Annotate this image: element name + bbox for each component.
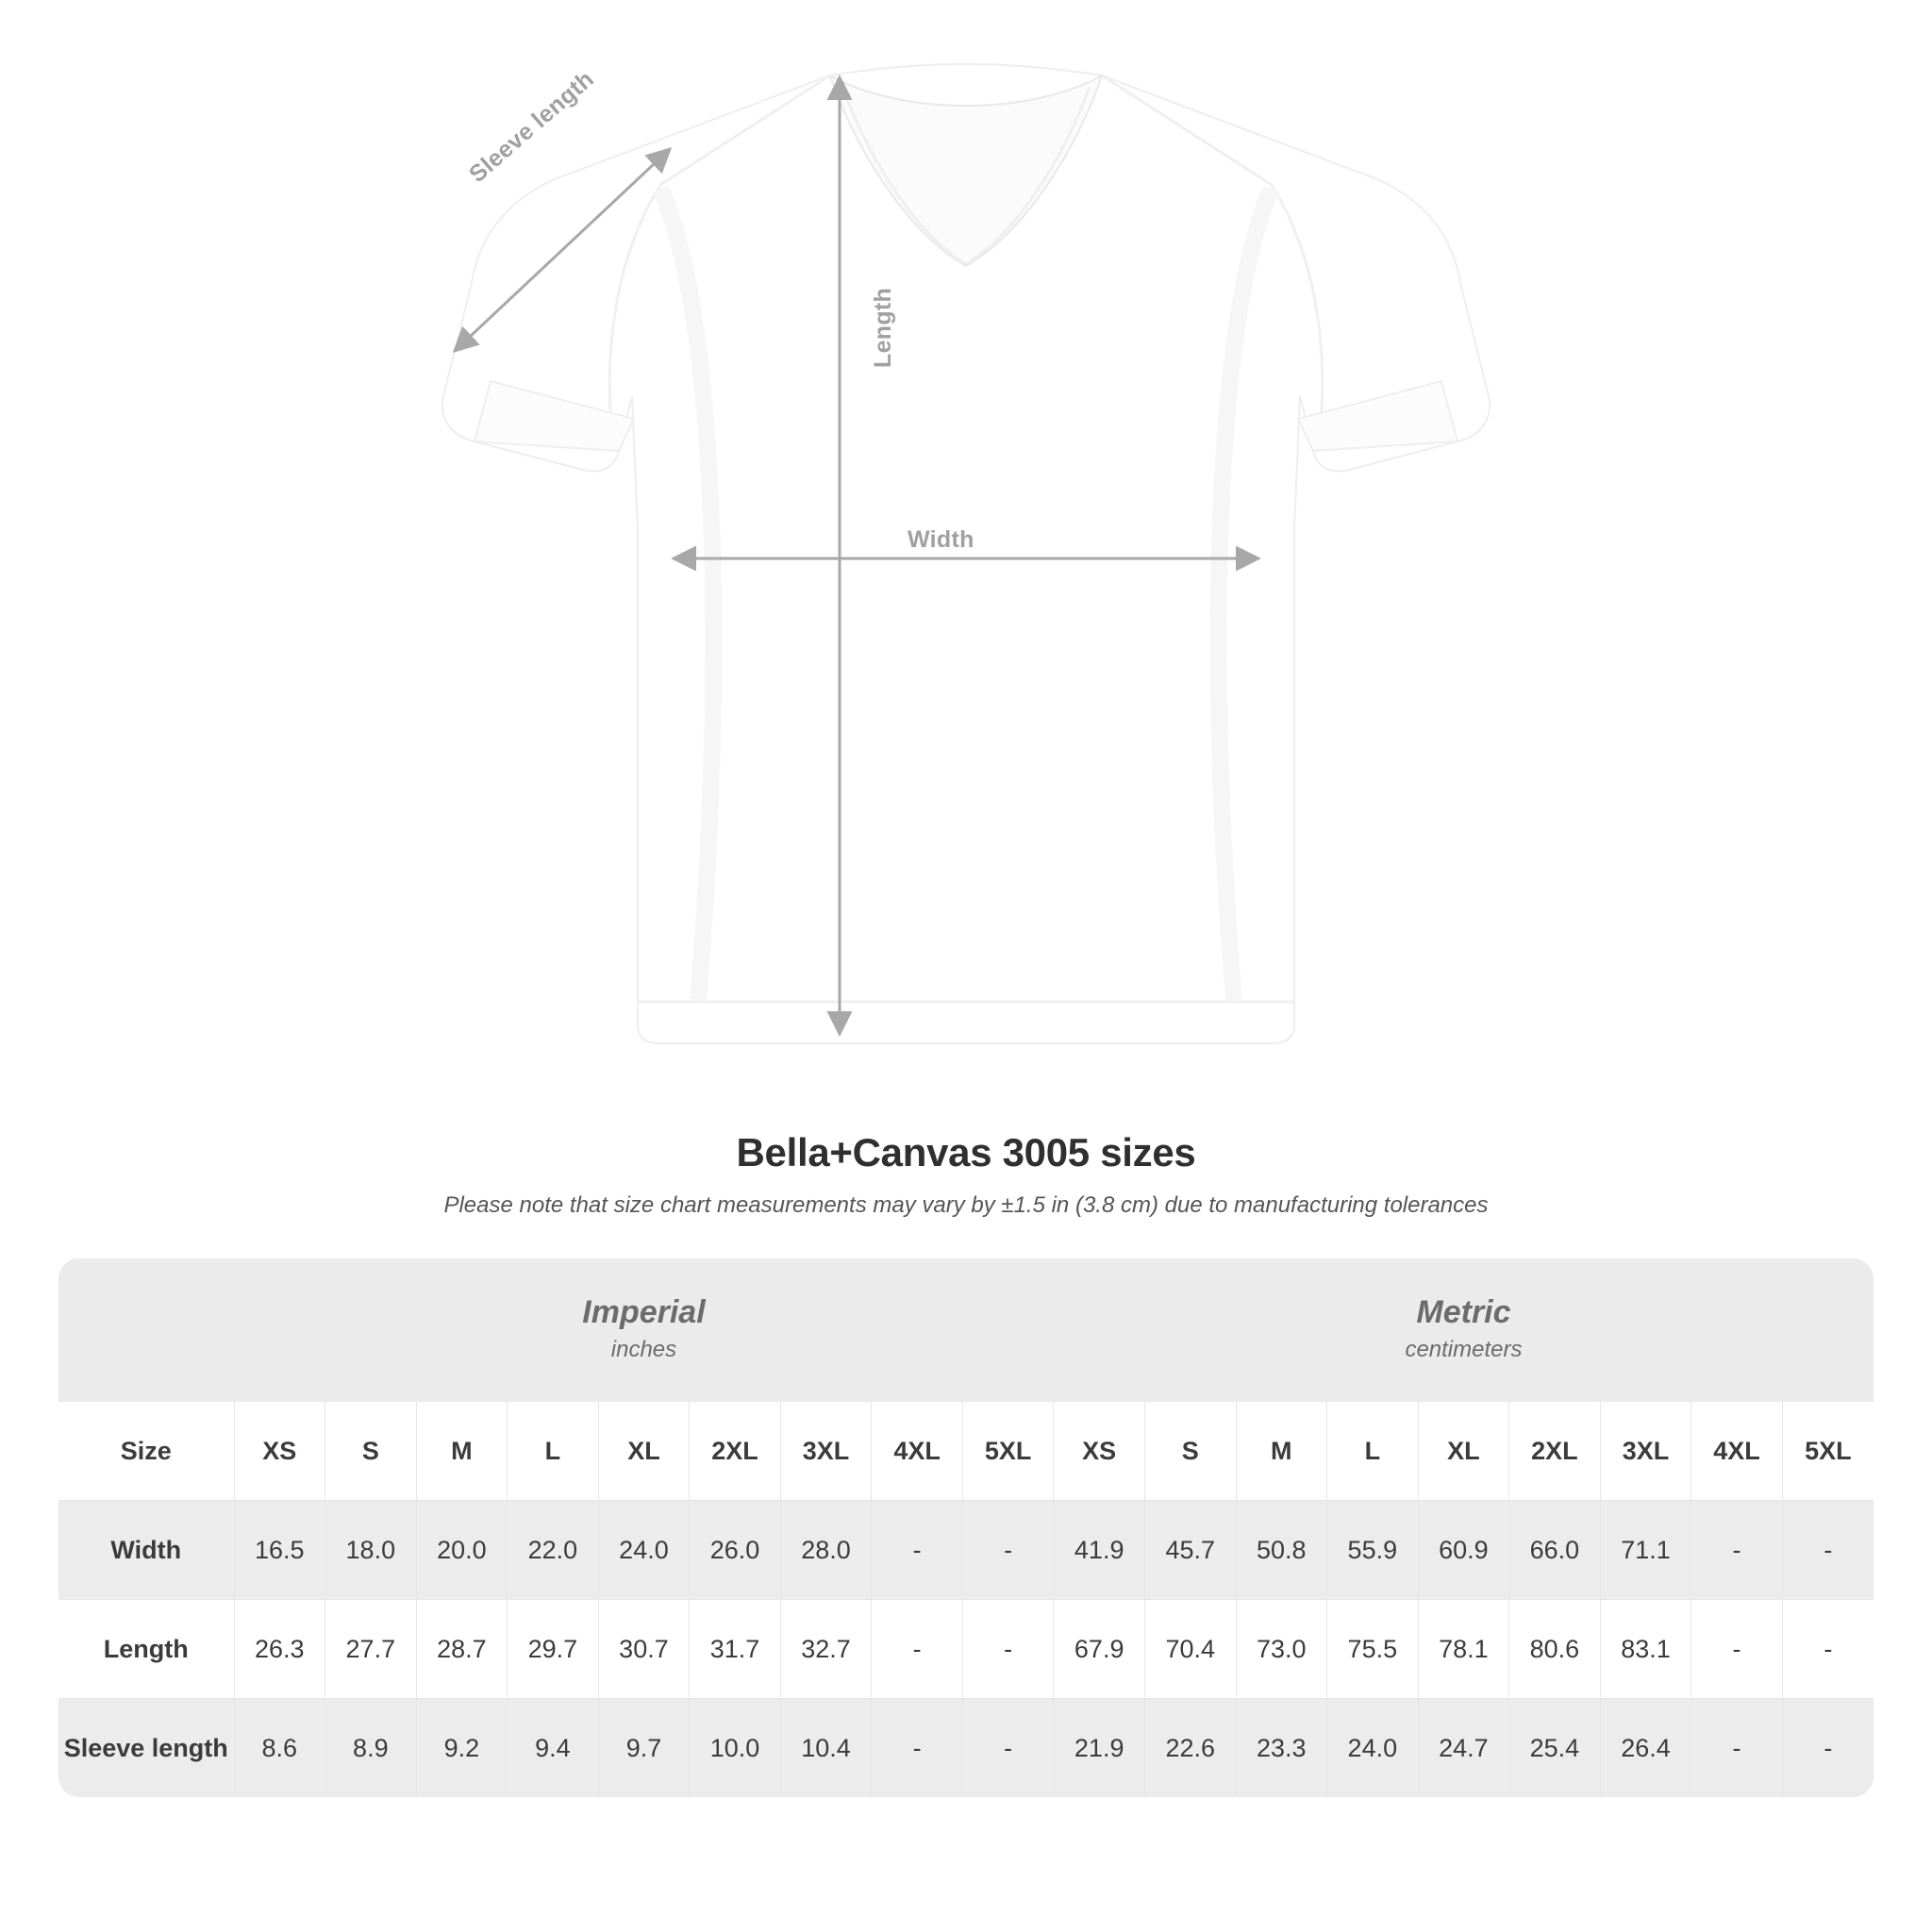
unit-metric-name: Metric (1416, 1293, 1511, 1330)
cell-length-imperial-4xl: - (872, 1600, 963, 1699)
size-header-label: Size (58, 1402, 234, 1501)
size-header-row (58, 1402, 1874, 1501)
col-header-metric-s: S (1144, 1402, 1236, 1501)
cell-sleeve-metric-xl: 24.7 (1418, 1699, 1509, 1798)
cell-width-imperial-xs: 16.5 (234, 1501, 325, 1600)
unit-header-imperial (234, 1258, 1054, 1402)
cell-width-metric-4xl: - (1691, 1501, 1783, 1600)
shirt-shape (442, 64, 1490, 1043)
cell-length-metric-5xl: - (1782, 1600, 1874, 1699)
cell-length-metric-4xl: - (1691, 1600, 1783, 1699)
cell-sleeve-imperial-xl: 9.7 (598, 1699, 690, 1798)
cell-sleeve-metric-4xl: - (1691, 1699, 1783, 1798)
page-title: Bella+Canvas 3005 sizes (736, 1130, 1196, 1174)
cell-sleeve-imperial-5xl: - (962, 1699, 1054, 1798)
row-label-length: Length (58, 1600, 234, 1699)
cell-length-imperial-2xl: 31.7 (690, 1600, 781, 1699)
cell-length-metric-xs: 67.9 (1054, 1600, 1145, 1699)
cell-length-imperial-xs: 26.3 (234, 1600, 325, 1699)
cell-width-metric-m: 50.8 (1236, 1501, 1327, 1600)
col-header-imperial-4xl: 4XL (872, 1402, 963, 1501)
col-header-metric-l: L (1327, 1402, 1419, 1501)
col-header-imperial-5xl: 5XL (962, 1402, 1054, 1501)
cell-sleeve-imperial-4xl: - (872, 1699, 963, 1798)
table-row (58, 1699, 1874, 1798)
unit-header-spacer (58, 1258, 234, 1402)
cell-width-metric-5xl: - (1782, 1501, 1874, 1600)
unit-imperial-sub: inches (610, 1337, 677, 1363)
col-header-metric-3xl: 3XL (1600, 1402, 1691, 1501)
cell-width-metric-xl: 60.9 (1418, 1501, 1509, 1600)
unit-header-row (58, 1258, 1874, 1402)
cell-sleeve-imperial-m: 9.2 (416, 1699, 508, 1798)
col-header-metric-m: M (1236, 1402, 1327, 1501)
tolerance-note: Please note that size chart measurements may vary by ±1.5 in (3.8 cm) due to manufacturing tolerances (443, 1192, 1489, 1218)
cell-width-imperial-3xl: 28.0 (780, 1501, 872, 1600)
cell-length-metric-3xl: 83.1 (1600, 1600, 1691, 1699)
col-header-imperial-s: S (325, 1402, 417, 1501)
cell-sleeve-metric-m: 23.3 (1236, 1699, 1327, 1798)
sleeve-length-label: Sleeve length (464, 65, 599, 189)
chart-title-block (0, 1130, 1932, 1219)
cell-width-imperial-5xl: - (962, 1501, 1054, 1600)
cell-length-metric-2xl: 80.6 (1509, 1600, 1601, 1699)
cell-length-metric-m: 73.0 (1236, 1600, 1327, 1699)
cell-sleeve-metric-5xl: - (1782, 1699, 1874, 1798)
cell-width-metric-xs: 41.9 (1054, 1501, 1145, 1600)
cell-length-imperial-m: 28.7 (416, 1600, 508, 1699)
cell-length-imperial-s: 27.7 (325, 1600, 417, 1699)
col-header-imperial-m: M (416, 1402, 508, 1501)
cell-width-imperial-m: 20.0 (416, 1501, 508, 1600)
cell-sleeve-imperial-xs: 8.6 (234, 1699, 325, 1798)
cell-width-imperial-xl: 24.0 (598, 1501, 690, 1600)
cell-sleeve-metric-3xl: 26.4 (1600, 1699, 1691, 1798)
cell-width-metric-2xl: 66.0 (1509, 1501, 1601, 1600)
col-header-imperial-3xl: 3XL (780, 1402, 872, 1501)
cell-length-metric-xl: 78.1 (1418, 1600, 1509, 1699)
cell-width-metric-3xl: 71.1 (1600, 1501, 1691, 1600)
cell-length-imperial-l: 29.7 (508, 1600, 599, 1699)
col-header-metric-5xl: 5XL (1782, 1402, 1874, 1501)
width-label: Width (908, 526, 974, 553)
cell-width-metric-l: 55.9 (1327, 1501, 1419, 1600)
size-chart-table (58, 1258, 1874, 1797)
table-row (58, 1600, 1874, 1699)
col-header-imperial-2xl: 2XL (690, 1402, 781, 1501)
cell-width-metric-s: 45.7 (1144, 1501, 1236, 1600)
cell-width-imperial-s: 18.0 (325, 1501, 417, 1600)
length-label: Length (870, 287, 896, 368)
cell-length-imperial-xl: 30.7 (598, 1600, 690, 1699)
cell-sleeve-metric-l: 24.0 (1327, 1699, 1419, 1798)
cell-length-metric-l: 75.5 (1327, 1600, 1419, 1699)
cell-sleeve-imperial-s: 8.9 (325, 1699, 417, 1798)
col-header-metric-4xl: 4XL (1691, 1402, 1783, 1501)
col-header-metric-xl: XL (1418, 1402, 1509, 1501)
row-label-sleeve-length: Sleeve length (58, 1699, 234, 1798)
cell-sleeve-metric-2xl: 25.4 (1509, 1699, 1601, 1798)
cell-width-imperial-2xl: 26.0 (690, 1501, 781, 1600)
table-row (58, 1501, 1874, 1600)
unit-metric-sub: centimeters (1405, 1337, 1523, 1363)
cell-sleeve-imperial-l: 9.4 (508, 1699, 599, 1798)
cell-length-imperial-5xl: - (962, 1600, 1054, 1699)
col-header-imperial-xs: XS (234, 1402, 325, 1501)
cell-width-imperial-4xl: - (872, 1501, 963, 1600)
cell-sleeve-metric-xs: 21.9 (1054, 1699, 1145, 1798)
col-header-metric-2xl: 2XL (1509, 1402, 1601, 1501)
cell-sleeve-imperial-2xl: 10.0 (690, 1699, 781, 1798)
col-header-metric-xs: XS (1054, 1402, 1145, 1501)
unit-header-metric (1054, 1258, 1874, 1402)
cell-width-imperial-l: 22.0 (508, 1501, 599, 1600)
col-header-imperial-xl: XL (598, 1402, 690, 1501)
unit-imperial-name: Imperial (582, 1293, 706, 1330)
size-chart-table-wrap (58, 1258, 1874, 1797)
row-label-width: Width (58, 1501, 234, 1600)
col-header-imperial-l: L (508, 1402, 599, 1501)
cell-sleeve-imperial-3xl: 10.4 (780, 1699, 872, 1798)
cell-sleeve-metric-s: 22.6 (1144, 1699, 1236, 1798)
cell-length-imperial-3xl: 32.7 (780, 1600, 872, 1699)
cell-length-metric-s: 70.4 (1144, 1600, 1236, 1699)
